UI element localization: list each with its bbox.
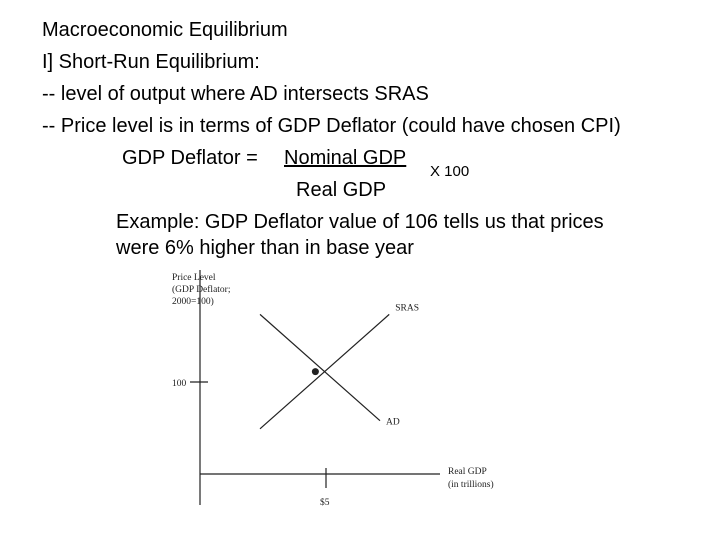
- ad-curve: [260, 314, 380, 420]
- bullet-price-level: -- Price level is in terms of GDP Deflator (could have chosen CPI): [42, 115, 621, 137]
- example-line-2: were 6% higher than in base year: [116, 237, 414, 259]
- example-line-1: Example: GDP Deflator value of 106 tells us that prices: [116, 211, 604, 233]
- y-axis-label-2: (GDP Deflator;: [172, 285, 231, 295]
- x-tick-label: $5: [320, 498, 330, 508]
- formula-multiplier: X 100: [430, 163, 470, 180]
- equilibrium-point: [312, 368, 319, 375]
- y-axis-label-1: Price Level: [172, 273, 216, 283]
- ad-label: AD: [386, 417, 400, 428]
- y-tick-label: 100: [172, 379, 187, 389]
- formula-lhs: GDP Deflator =: [122, 147, 264, 169]
- formula-denominator: Real GDP: [296, 179, 387, 201]
- x-axis-label-1: Real GDP: [448, 467, 487, 477]
- bullet-ad-sras: -- level of output where AD intersects SRAS: [42, 83, 429, 105]
- formula-numerator: Nominal GDP: [284, 147, 407, 169]
- section-heading: I] Short-Run Equilibrium:: [42, 51, 260, 73]
- sras-label: SRAS: [395, 303, 419, 314]
- x-axis-label-2: (in trillions): [448, 480, 494, 490]
- slide-title: Macroeconomic Equilibrium: [42, 19, 288, 41]
- y-axis-label-3: 2000=100): [172, 297, 214, 307]
